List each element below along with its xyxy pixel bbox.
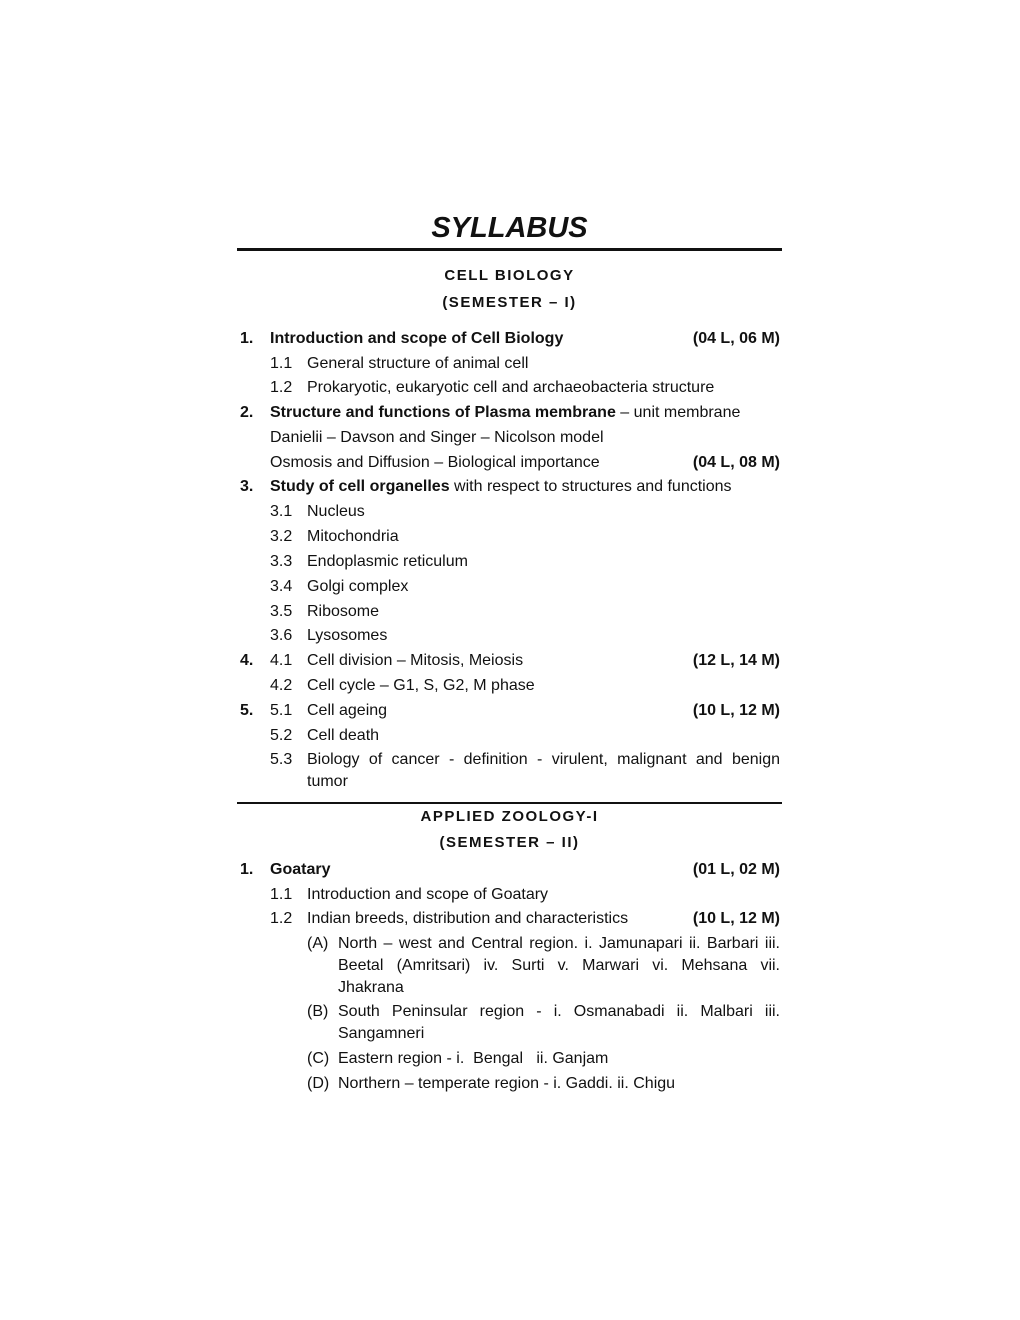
unit-title: Introduction and scope of Cell Biology xyxy=(270,330,564,347)
subtopic-text: Ribosome xyxy=(307,603,380,620)
region-text: Eastern region - i. Bengal ii. Ganjam xyxy=(338,1050,609,1067)
subtopic-text: Nucleus xyxy=(307,503,365,520)
unit-number: 1. xyxy=(240,330,254,347)
subtopic-text: Cell death xyxy=(307,727,380,744)
subtopic-row xyxy=(0,526,1020,548)
unit-title xyxy=(270,402,740,424)
region-text: North – west and Central region. i. Jamunapari ii. Barbari iii. Beetal (Amritsari) iv. Surti v. Marwari vi. Mehsana vii. Jhakrana xyxy=(338,935,780,996)
subtopic-number: 1.1 xyxy=(270,355,293,372)
subtopic-number: 3.2 xyxy=(270,528,293,545)
region-row xyxy=(0,1048,1020,1070)
unit-row xyxy=(0,700,1020,722)
unit-marks: (10 L, 12 M) xyxy=(692,910,780,927)
region-label: (A) xyxy=(307,935,329,952)
subtopic-text: Biology of cancer - definition - virulent, malignant and benign tumor xyxy=(307,751,780,790)
unit-title xyxy=(270,476,732,498)
subtopic-number: 3.5 xyxy=(270,603,293,620)
unit-title-bold: Study of cell organelles xyxy=(270,478,450,495)
unit-title-rest: – unit membrane xyxy=(615,404,741,421)
region-label: (C) xyxy=(307,1050,330,1067)
subtopic-row xyxy=(0,353,1020,375)
subtopic-row xyxy=(0,884,1020,906)
subtopic-row xyxy=(0,675,1020,697)
title-rule xyxy=(237,248,782,251)
unit-marks: (04 L, 06 M) xyxy=(692,330,780,347)
unit-number: 4. xyxy=(240,652,254,669)
page-title: SYLLABUS xyxy=(431,212,588,244)
unit-marks: (04 L, 08 M) xyxy=(692,454,780,471)
subtopic-number: 3.1 xyxy=(270,503,293,520)
section-semester: (SEMESTER – I) xyxy=(442,294,577,311)
subtopic-text: Endoplasmic reticulum xyxy=(307,553,468,570)
subtopic-text: Mitochondria xyxy=(307,528,399,545)
unit-line xyxy=(0,452,1020,474)
unit-marks: (01 L, 02 M) xyxy=(692,861,780,878)
subtopic-text: Prokaryotic, eukaryotic cell and archaeobacteria structure xyxy=(307,379,715,396)
subtopic-text: Introduction and scope of Goatary xyxy=(307,886,549,903)
unit-text: Danielii – Davson and Singer – Nicolson model xyxy=(270,429,604,446)
unit-title-rest: with respect to structures and functions xyxy=(449,478,732,495)
unit-number: 2. xyxy=(240,404,254,421)
subtopic-row xyxy=(0,601,1020,623)
unit-text: Osmosis and Diffusion – Biological importance xyxy=(270,454,600,471)
subtopic-number: 3.4 xyxy=(270,578,293,595)
subtopic-number: 4.2 xyxy=(270,677,293,694)
unit-number: 3. xyxy=(240,478,254,495)
subtopic-row xyxy=(0,725,1020,747)
subtopic-number: 5.3 xyxy=(270,751,293,768)
unit-number: 5. xyxy=(240,702,254,719)
subtopic-number: 5.1 xyxy=(270,702,293,719)
unit-row xyxy=(0,859,1020,881)
unit-number: 1. xyxy=(240,861,254,878)
unit-marks: (12 L, 14 M) xyxy=(692,652,780,669)
subtopic-number: 3.3 xyxy=(270,553,293,570)
subtopic-text: Lysosomes xyxy=(307,627,388,644)
section-semester: (SEMESTER – II) xyxy=(439,834,580,851)
subtopic-text: Indian breeds, distribution and characteristics xyxy=(307,910,629,927)
section-subject: CELL BIOLOGY xyxy=(444,267,575,284)
subtopic-row xyxy=(0,908,1020,930)
region-text: South Peninsular region - i. Osmanabadi ii. Malbari iii. Sangamneri xyxy=(338,1003,780,1042)
unit-marks: (10 L, 12 M) xyxy=(692,702,780,719)
unit-title: Goatary xyxy=(270,861,331,878)
unit-row xyxy=(0,328,1020,350)
subtopic-text: Cell division – Mitosis, Meiosis xyxy=(307,652,524,669)
section-subject: APPLIED ZOOLOGY-I xyxy=(420,808,599,825)
region-label: (D) xyxy=(307,1075,330,1092)
subtopic-number: 1.2 xyxy=(270,910,293,927)
subtopic-number: 1.2 xyxy=(270,379,293,396)
region-label: (B) xyxy=(307,1003,329,1020)
subtopic-text: General structure of animal cell xyxy=(307,355,529,372)
subtopic-number: 1.1 xyxy=(270,886,293,903)
subtopic-text: Cell cycle – G1, S, G2, M phase xyxy=(307,677,535,694)
unit-row xyxy=(0,650,1020,672)
subtopic-row xyxy=(0,625,1020,647)
region-row xyxy=(0,1073,1020,1095)
subtopic-row xyxy=(0,551,1020,573)
unit-row xyxy=(0,476,1020,498)
unit-row xyxy=(0,402,1020,424)
subtopic-text: Golgi complex xyxy=(307,578,409,595)
subtopic-number: 5.2 xyxy=(270,727,293,744)
subtopic-number: 3.6 xyxy=(270,627,293,644)
subtopic-row xyxy=(0,576,1020,598)
subtopic-text: Cell ageing xyxy=(307,702,388,719)
subtopic-row xyxy=(0,377,1020,399)
unit-title-bold: Structure and functions of Plasma membrane xyxy=(270,404,616,421)
unit-line xyxy=(0,427,1020,449)
section-divider xyxy=(237,802,782,804)
region-text: Northern – temperate region - i. Gaddi. ii. Chigu xyxy=(338,1075,676,1092)
subtopic-row xyxy=(0,501,1020,523)
subtopic-number: 4.1 xyxy=(270,652,293,669)
